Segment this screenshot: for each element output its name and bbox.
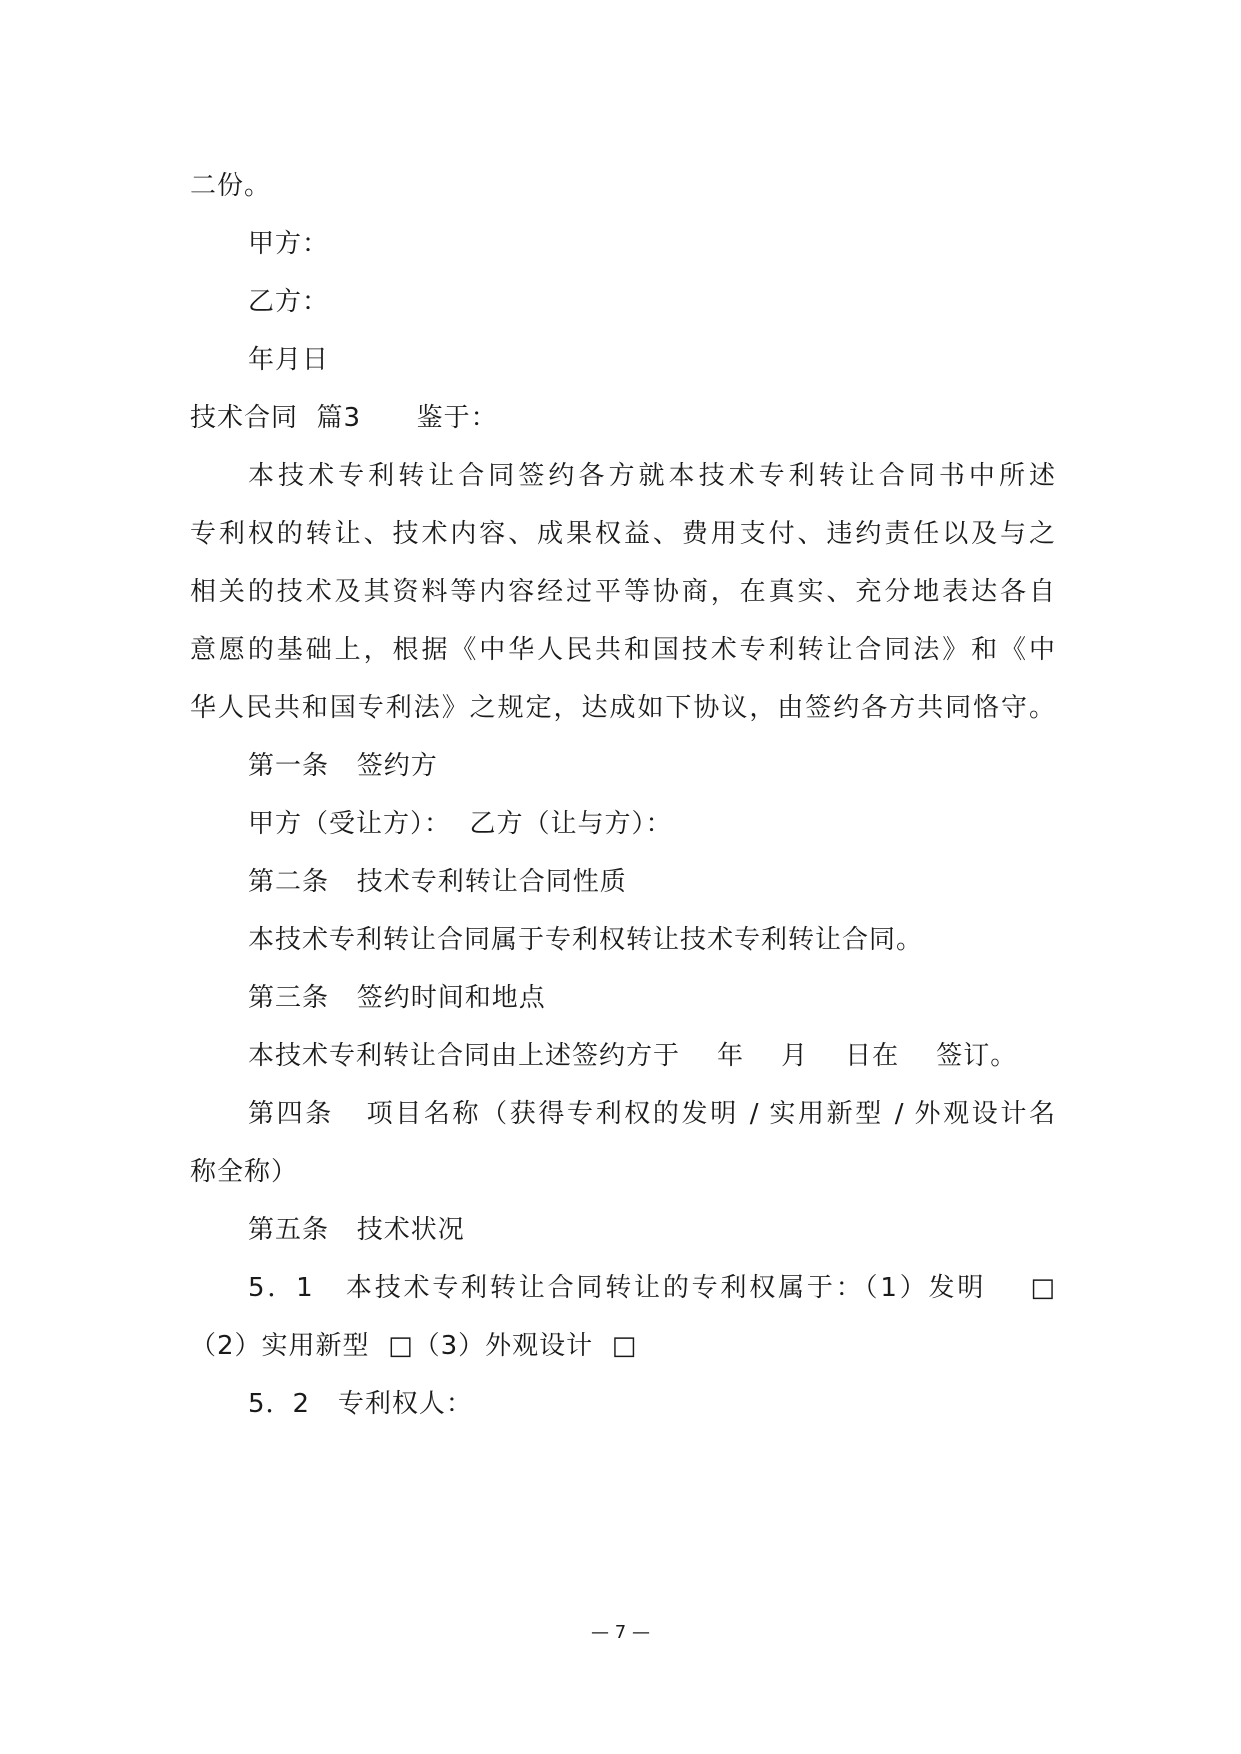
article-heading: 第一条 签约方 (248, 751, 438, 781)
article-heading: 第二条 技术专利转让合同性质 (248, 867, 627, 897)
text-line: 称全称） (190, 1157, 299, 1187)
text-line: 甲方（受让方）： 乙方（让与方）： (248, 809, 673, 839)
paragraph-line: 本技术专利转让合同签约各方就本技术专利转让合同书中所述 (248, 461, 1055, 491)
section-heading: 技术合同 篇3 鉴于： (190, 403, 498, 433)
article-heading: 第三条 签约时间和地点 (248, 983, 546, 1013)
party-b-line: 乙方： (248, 287, 330, 317)
paragraph-line: 专利权的转让、技术内容、成果权益、费用支付、违约责任以及与之 (190, 519, 1055, 549)
text-line: 本技术专利转让合同由上述签约方于 年 月 日在 签订。 (248, 1041, 1018, 1071)
paragraph-line: 意愿的基础上，根据《中华人民共和国技术专利转让合同法》和《中 (190, 635, 1055, 665)
paragraph-line: 华人民共和国专利法》之规定，达成如下协议，由签约各方共同恪守。 (190, 693, 1055, 723)
party-a-line: 甲方： (248, 229, 330, 259)
article-heading: 第五条 技术状况 (248, 1215, 465, 1245)
text-line: 二份。 (190, 171, 272, 201)
clause-line: （2）实用新型 □（3）外观设计 □ (190, 1331, 638, 1361)
page-number: — 7 — (591, 1622, 650, 1643)
article-heading: 第四条 项目名称（获得专利权的发明 / 实用新型 / 外观设计名 (248, 1099, 1055, 1129)
date-line: 年月日 (248, 345, 330, 375)
text-line: 本技术专利转让合同属于专利权转让技术专利转让合同。 (248, 925, 924, 955)
paragraph-line: 相关的技术及其资料等内容经过平等协商，在真实、充分地表达各自 (190, 577, 1055, 607)
clause-line: 5．2 专利权人： (248, 1389, 473, 1419)
clause-line: 5．1 本技术专利转让合同转让的专利权属于：（1）发明 □ (248, 1273, 1055, 1303)
